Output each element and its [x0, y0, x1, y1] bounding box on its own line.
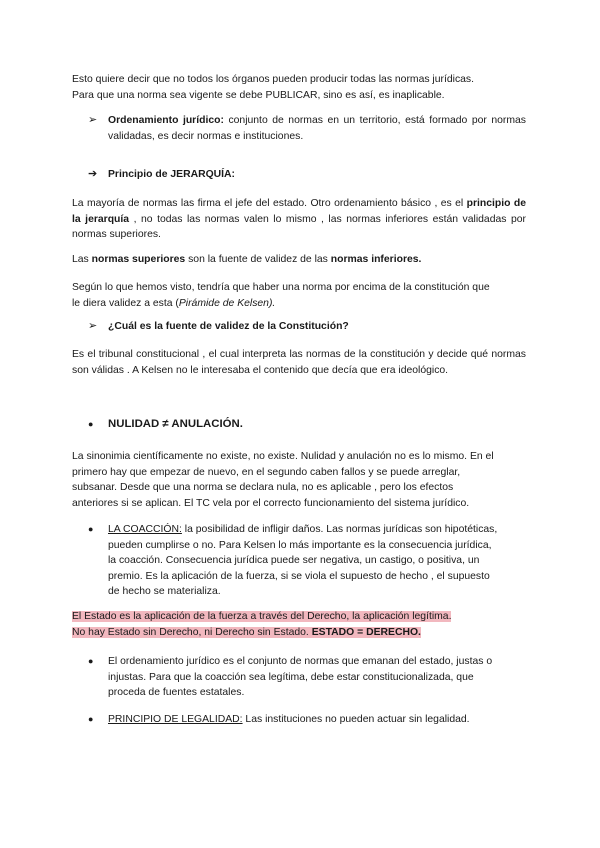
ordenamiento-item — [88, 113, 527, 144]
bullet-dot-icon: ● — [88, 714, 94, 724]
jerarquia-paragraph — [72, 196, 526, 243]
ordenamiento-text — [108, 113, 526, 144]
estado-highlight — [72, 609, 528, 640]
tribunal-text: Es el tribunal constitucional , el cual interpreta las normas de la constitución y decide qué normas son válidas . A Kelsen no le interesaba el contenido que decía que era ideológico. — [72, 349, 526, 376]
arrow-bullet-icon: ➔ — [88, 168, 98, 180]
nulidad-line-3: subsanar. Desde que una norma se declara nula, no es aplicable , pero los efectos — [72, 482, 454, 493]
estado-derecho-term: ESTADO = DERECHO. — [311, 626, 421, 638]
intro-line-1: Esto quiere decir que no todos los órganos pueden producir todas las normas jurídicas. — [72, 74, 475, 85]
fuente-question — [88, 319, 526, 335]
coaccion-term: LA COACCIÓN: — [108, 524, 182, 535]
estado-line-2-text: No hay Estado sin Derecho, ni Derecho sin Estado. — [72, 626, 312, 638]
nulidad-line-1: La sinonimia científicamente no existe, no existe. Nulidad y anulación no es lo mismo. En el — [72, 451, 494, 462]
nulidad-line-2: primero hay que empezar de nuevo, en el segundo caben fallos y se puede arreglar, — [72, 466, 461, 478]
coaccion-item — [88, 522, 528, 600]
kelsen-line-2-text: le diera validez a esta ( — [72, 297, 179, 309]
arrowhead-bullet-icon: ➢ — [88, 114, 98, 126]
bullet-dot-icon: ● — [88, 524, 94, 534]
inferiores-term: normas inferiores. — [330, 254, 422, 265]
jerarquia-text-1: La mayoría de normas las firma el jefe del estado. Otro ordenamiento básico , es el — [72, 198, 467, 209]
arrowhead-bullet-icon: ➢ — [88, 320, 98, 332]
coaccion-line-5: de hecho se materializa. — [108, 586, 221, 597]
nulidad-heading — [88, 417, 526, 433]
coaccion-line-4: premio. Es la aplicación de la fuerza, si se viola el supuesto de hecho , el supuesto — [108, 570, 490, 582]
ordenamiento-bullet — [88, 654, 528, 701]
intro-paragraph — [72, 72, 532, 103]
superiores-text-2: son la fuente de validez de las — [185, 254, 331, 265]
estado-line-2 — [72, 627, 421, 638]
tribunal-paragraph — [72, 347, 526, 378]
piramide-kelsen-text: Pirámide de Kelsen). — [178, 297, 276, 309]
coaccion-line-3: la coacción. Consecuencia jurídica puede ser negativa, un castigo, o positiva, un — [108, 555, 480, 566]
ordenamiento-definition: conjunto de normas en un territorio, está formado por normas validadas, es decir normas e instituciones. — [108, 115, 527, 142]
legalidad-item — [88, 712, 528, 728]
coaccion-line-2: pueden cumplirse o no. Para Kelsen lo más importante es la consecuencia jurídica, — [108, 539, 492, 551]
nulidad-heading-text: NULIDAD ≠ ANULACIÓN. — [108, 418, 243, 430]
nulidad-line-4: anteriores si se aplican. El TC vela por el correcto funcionamiento del sistema jurídico. — [72, 497, 470, 509]
kelsen-line-2 — [72, 296, 528, 312]
legalidad-term: PRINCIPIO DE LEGALIDAD: — [108, 714, 243, 725]
jerarquia-heading-text: Principio de JERARQUÍA: — [108, 169, 236, 180]
ordenamiento-bullet-line-2: injustas. Para que la coacción sea legítima, debe estar constitucionalizada, que — [108, 671, 474, 683]
coaccion-line-1-text: la posibilidad de infligir daños. Las normas jurídicas son hipotéticas, — [181, 524, 498, 535]
superiores-text-1: Las — [72, 254, 92, 265]
jerarquia-text-2: , no todas las normas valen lo mismo , las normas inferiores están validadas por normas superiores. — [72, 213, 526, 240]
bullet-dot-icon: ● — [88, 419, 94, 429]
legalidad-text: Las instituciones no pueden actuar sin legalidad. — [242, 714, 470, 725]
jerarquia-heading — [88, 167, 526, 183]
jerarquia-term: principio de la jerarquía — [72, 198, 526, 225]
ordenamiento-bullet-line-3: proceda de fuentes estatales. — [108, 687, 245, 698]
fuente-question-text: ¿Cuál es la fuente de validez de la Constitución? — [108, 321, 349, 332]
intro-line-2: Para que una norma sea vigente se debe PUBLICAR, sino es así, es inaplicable. — [72, 89, 445, 101]
kelsen-line-1: Según lo que hemos visto, tendría que haber una norma por encima de la constitución que — [72, 282, 490, 293]
estado-line-1: El Estado es la aplicación de la fuerza a través del Derecho, la aplicación legítima. — [72, 611, 452, 622]
nulidad-paragraph — [72, 449, 528, 511]
kelsen-paragraph — [72, 280, 528, 311]
bullet-dot-icon: ● — [88, 656, 94, 666]
ordenamiento-term: Ordenamiento jurídico: — [108, 115, 224, 126]
ordenamiento-bullet-line-1: El ordenamiento jurídico es el conjunto de normas que emanan del estado, justas o — [108, 656, 493, 667]
superiores-term: normas superiores — [91, 254, 186, 265]
superiores-paragraph — [72, 252, 526, 268]
coaccion-line-1 — [108, 522, 528, 538]
